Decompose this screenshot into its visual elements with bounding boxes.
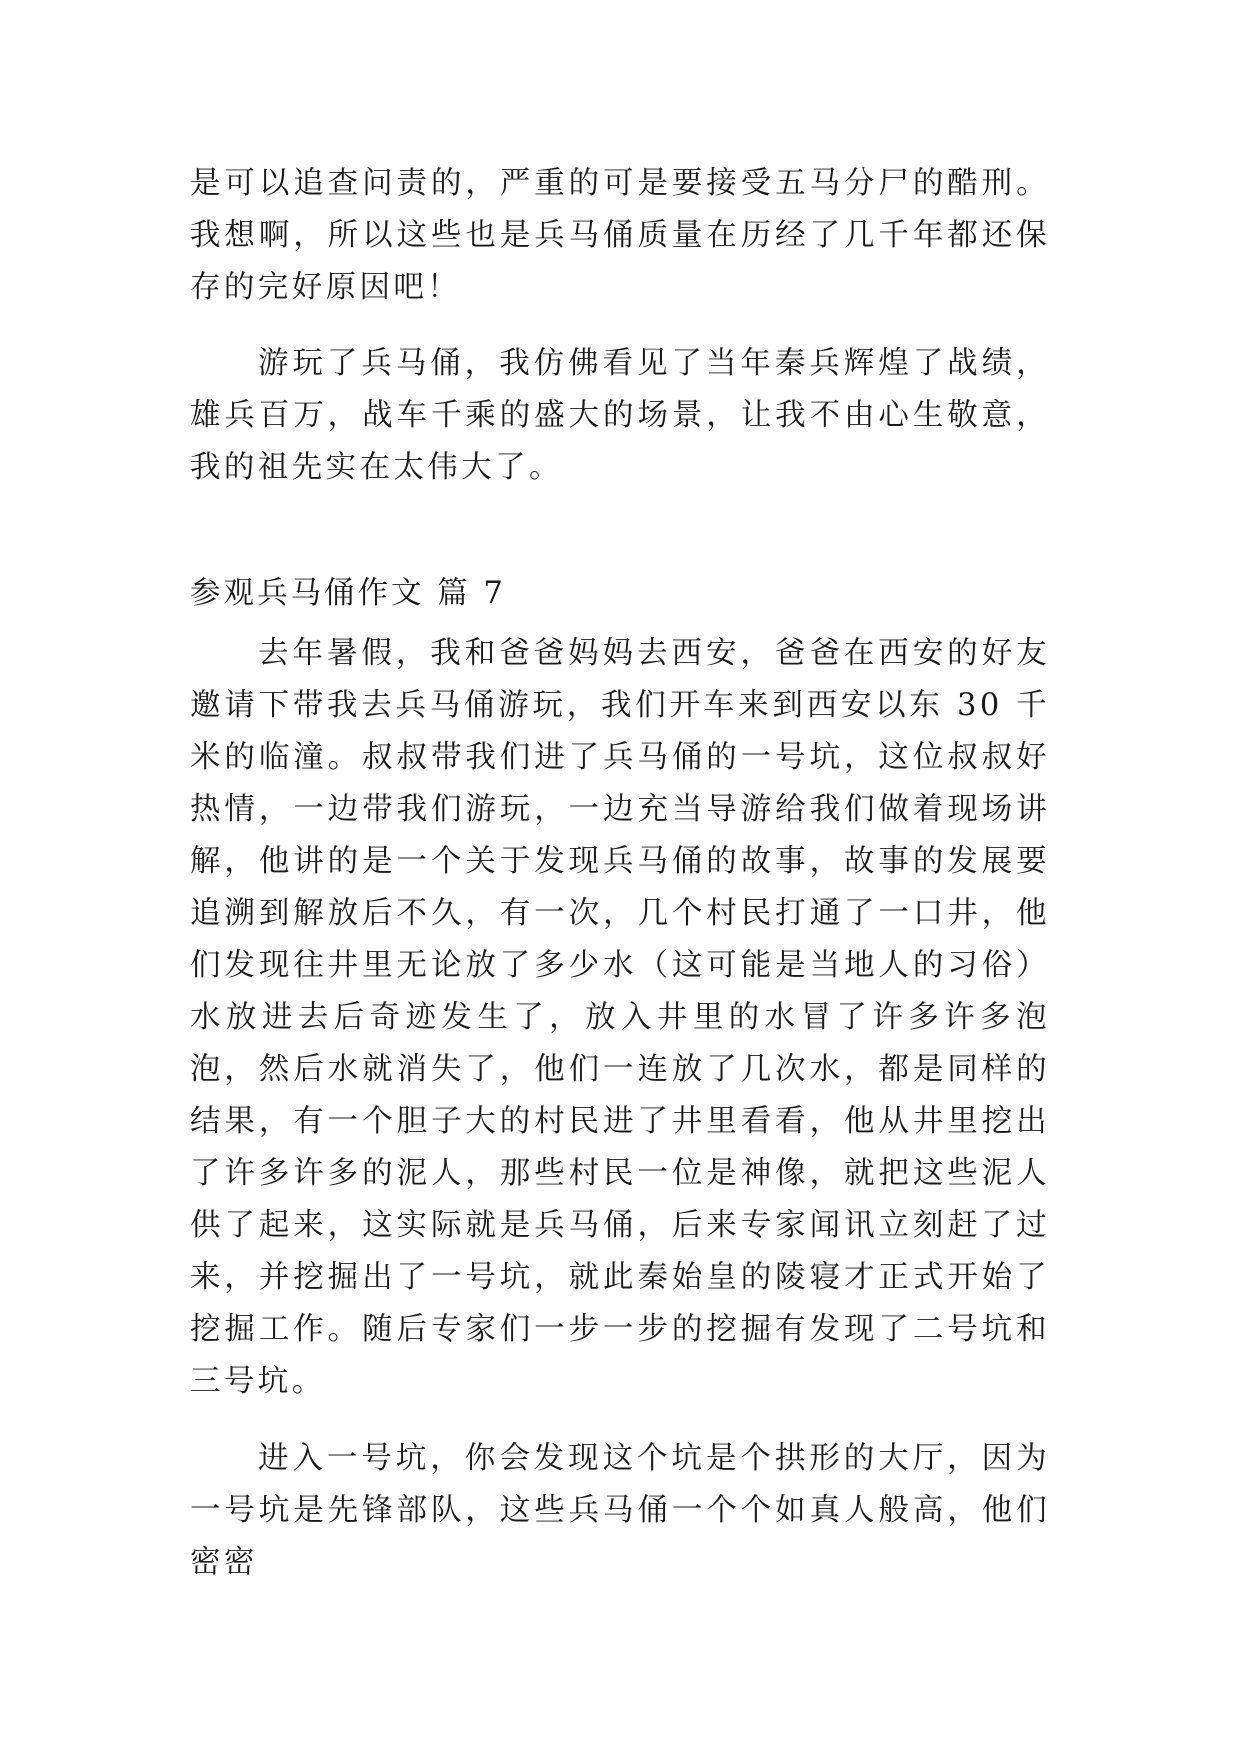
paragraph-carryover: 是可以追查问责的，严重的可是要接受五马分尸的酷刑。我想啊，所以这些也是兵马俑质量在历经了几千年都还保存的完好原因吧！	[190, 166, 1050, 305]
paragraph-story: 去年暑假，我和爸爸妈妈去西安，爸爸在西安的好友邀请下带我去兵马俑游玩，我们开车来到西安以东 30 千米的临潼。叔叔带我们进了兵马俑的一号坑，这位叔叔好热情，一边带我们游玩，一边充当导游给我们做着现场讲解，他讲的是一个关于发现兵马俑的故事，故事的发展要追溯到解放后不久，有一次，几个村民打通了一口井，他们发现往井里无论放了多少水（这可能是当地人的习俗）水放进去后奇迹发生了，放入井里的水冒了许多许多泡泡，然后水就消失了，他们一连放了几次水，都是同样的结果，有一个胆子大的村民进了井里看看，他从井里挖出了许多许多的泥人，那些村民一位是神像，就把这些泥人供了起来，这实际就是兵马俑，后来专家闻讯立刻赶了过来，并挖掘出了一号坑，就此秦始皇的陵寝才正式开始了挖掘工作。随后专家们一步一步的挖掘有发现了二号坑和三号坑。	[190, 636, 1050, 1399]
paragraph-closing: 游玩了兵马俑，我仿佛看见了当年秦兵辉煌了战绩，雄兵百万，战车千乘的盛大的场景，让我不由心生敬意，我的祖先实在太伟大了。	[190, 346, 1050, 485]
paragraph-pit-one: 进入一号坑，你会发现这个坑是个拱形的大厅，因为一号坑是先锋部队，这些兵马俑一个个如真人般高，他们密密	[190, 1441, 1050, 1580]
section-heading: 参观兵马俑作文 篇 7	[190, 576, 506, 611]
